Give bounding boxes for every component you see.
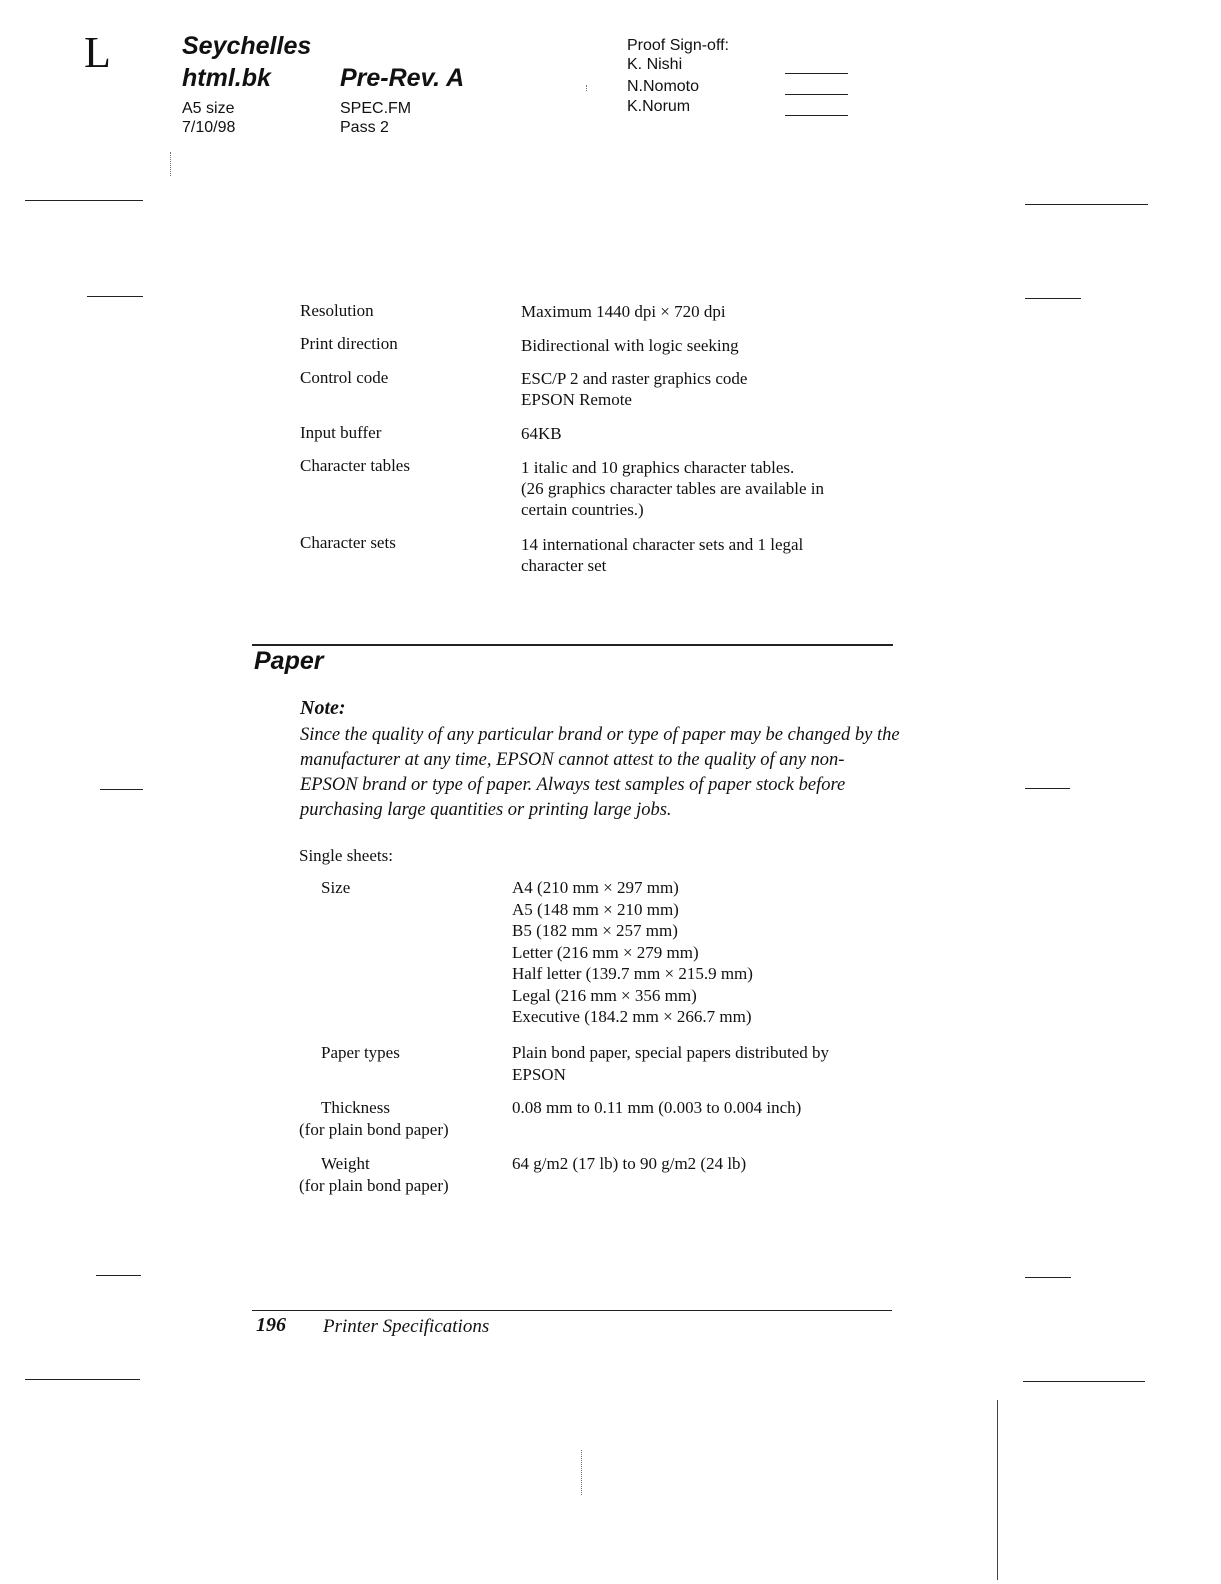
page-size: A5 size [182, 100, 235, 117]
file-name: html.bk [182, 64, 271, 92]
crop-mark-left-4 [96, 1275, 141, 1276]
spec-value-resolution: Maximum 1440 dpi × 720 dpi [521, 302, 726, 321]
paper-value-weight: 64 g/m2 (17 lb) to 90 g/m2 (24 lb) [512, 1154, 747, 1173]
section-title: Paper [254, 647, 324, 675]
spec-label-input-buffer: Input buffer [300, 423, 382, 442]
spec-label-character-tables: Character tables [300, 456, 410, 475]
signoff-line-3 [785, 115, 848, 116]
note-heading: Note: [300, 697, 346, 719]
proof-name-3: K.Norum [627, 98, 691, 115]
center-mark-top [586, 85, 587, 91]
paper-sublabel-weight: (for plain bond paper) [299, 1176, 449, 1195]
crop-mark-left-5 [25, 1379, 140, 1380]
paper-label-weight: Weight [321, 1154, 370, 1173]
section-rule [252, 644, 893, 646]
book-title: Seychelles [182, 32, 312, 60]
chapter-title: Printer Specifications [323, 1316, 490, 1337]
corner-mark: L [84, 28, 111, 77]
crop-mark-right-4 [1025, 1277, 1071, 1278]
crop-mark-left-3 [100, 789, 143, 790]
revision: Pre-Rev. A [340, 64, 465, 92]
spec-label-character-sets: Character sets [300, 533, 396, 552]
signoff-line-2 [785, 94, 848, 95]
crop-mark-right-2 [1025, 298, 1081, 299]
proof-name-1: K. Nishi [627, 56, 683, 73]
pass: Pass 2 [340, 119, 389, 136]
crop-mark-vertical-right [997, 1400, 998, 1580]
page-number: 196 [256, 1314, 286, 1336]
signoff-line-1 [785, 73, 848, 74]
crop-mark-left-2 [87, 296, 143, 297]
single-sheets-label: Single sheets: [299, 846, 393, 865]
center-mark-bottom [581, 1450, 582, 1495]
spec-value-input-buffer: 64KB [521, 424, 562, 443]
spec-value-print-direction: Bidirectional with logic seeking [521, 336, 739, 355]
spec-value-character-sets: 14 international character sets and 1 legal character set [521, 535, 804, 575]
footer-rule [252, 1310, 892, 1311]
paper-value-size: A4 (210 mm × 297 mm) A5 (148 mm × 210 mm) B5 (182 mm × 257 mm) Letter (216 mm × 279 mm) Half letter (139.7 mm × 215.9 mm) Legal (216 mm × 356 mm) Executive (184.2 mm × 266.7 mm) [512, 878, 753, 1026]
crop-mark-right-5 [1023, 1381, 1145, 1382]
paper-value-thickness: 0.08 mm to 0.11 mm (0.003 to 0.004 inch) [512, 1098, 802, 1117]
note-text: Since the quality of any particular brand or type of paper may be changed by the manufacturer at any time, EPSON cannot attest to the quality of any non-EPSON brand or type of paper. Always test samples of paper stock before purchasing large quantities or printing large jobs. [300, 725, 900, 820]
date: 7/10/98 [182, 119, 236, 136]
spec-value-control-code: ESC/P 2 and raster graphics code EPSON Remote [521, 369, 748, 409]
spec-label-control-code: Control code [300, 368, 389, 387]
spec-value-character-tables: 1 italic and 10 graphics character tables. (26 graphics character tables are available in certain countries.) [521, 458, 825, 519]
crop-mark-left-1 [25, 200, 143, 201]
proof-name-2: N.Nomoto [627, 78, 700, 95]
spec-label-resolution: Resolution [300, 301, 374, 320]
spec-file: SPEC.FM [340, 100, 412, 117]
crop-mark-right-1 [1025, 204, 1148, 205]
spec-label-print-direction: Print direction [300, 334, 398, 353]
paper-label-thickness: Thickness [321, 1098, 390, 1117]
paper-label-types: Paper types [321, 1043, 400, 1062]
crop-mark-right-3 [1025, 788, 1070, 789]
paper-value-types: Plain bond paper, special papers distributed by EPSON [512, 1043, 830, 1084]
left-margin-mark [170, 152, 171, 176]
paper-sublabel-thickness: (for plain bond paper) [299, 1120, 449, 1139]
proof-title: Proof Sign-off: [627, 37, 729, 54]
paper-label-size: Size [321, 878, 351, 897]
